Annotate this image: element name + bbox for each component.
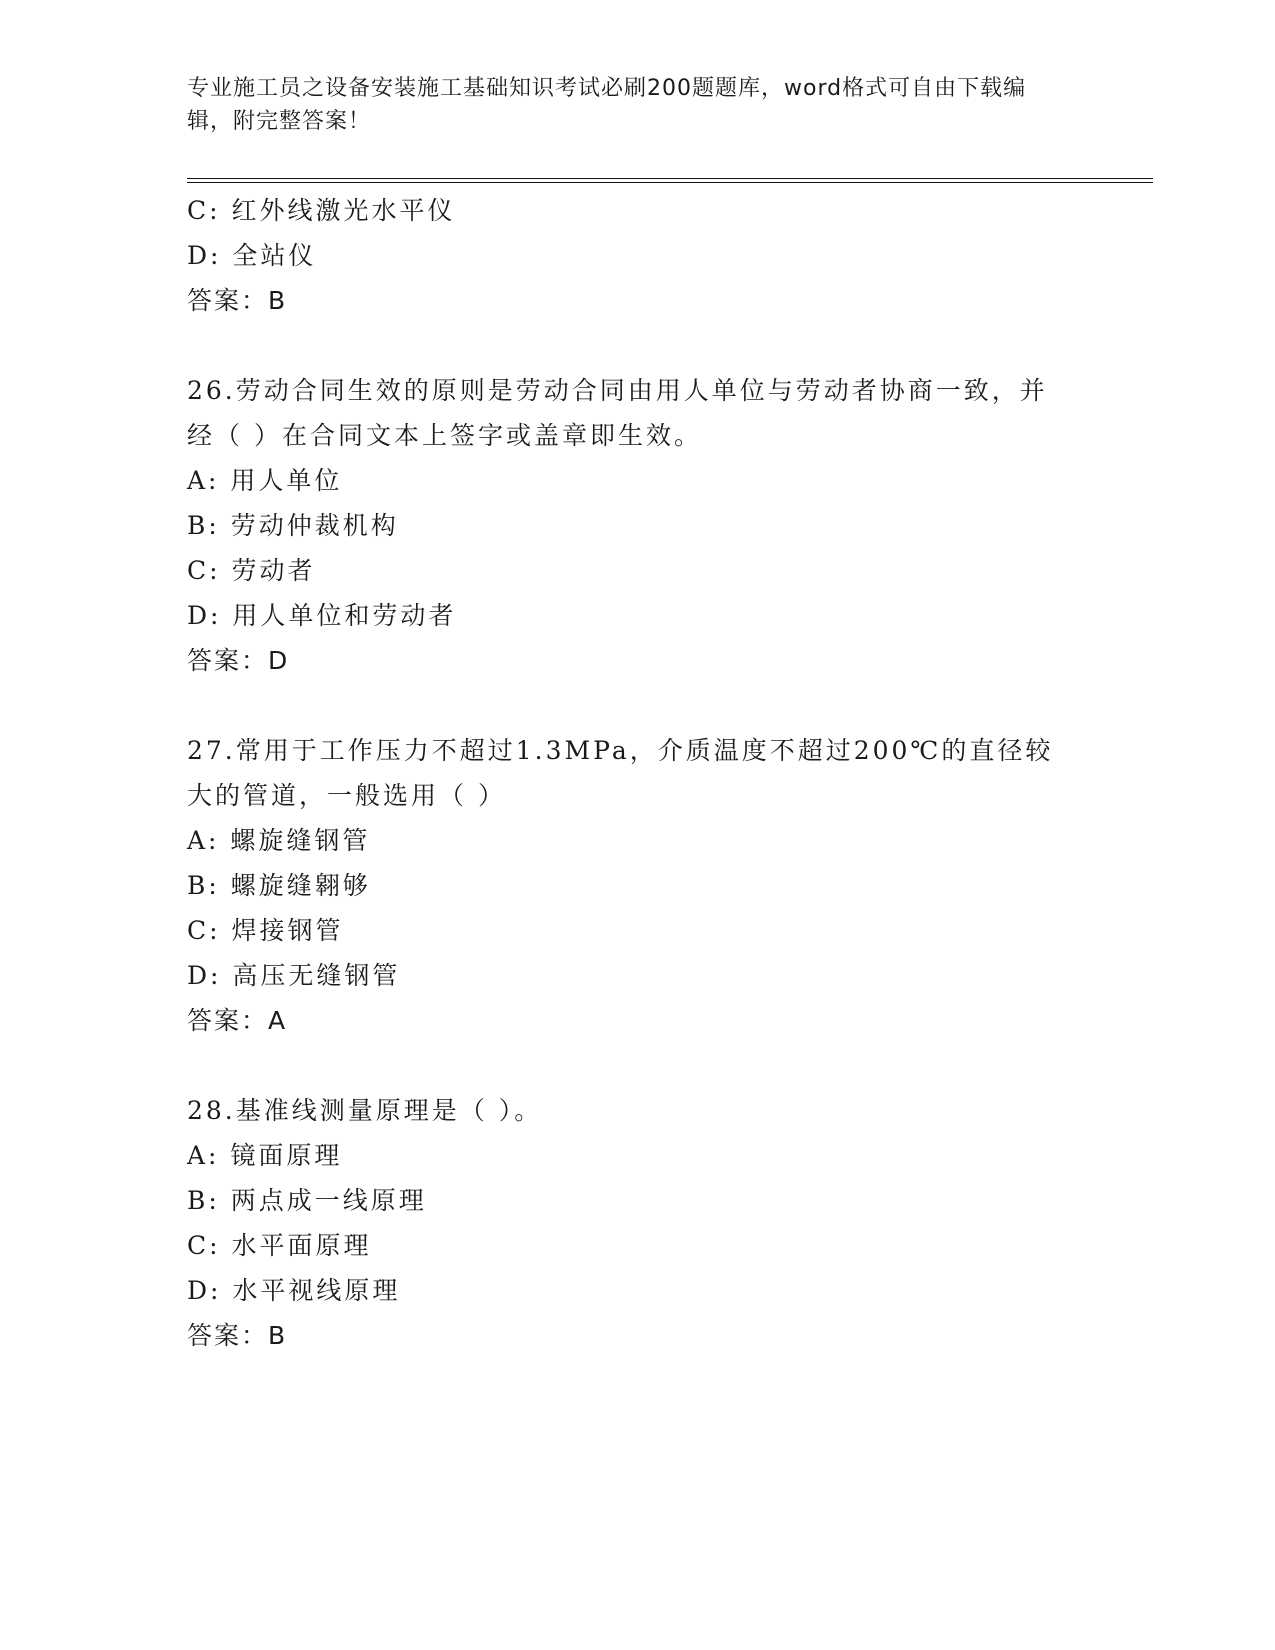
option-b: B: 两点成一线原理 [187, 1186, 427, 1215]
option-d: D: 高压无缝钢管 [187, 961, 401, 990]
question-stem: 28.基准线测量原理是（ ）。 [187, 1096, 543, 1125]
answer-line: 答案：B [187, 1321, 288, 1350]
option-c: C: 焊接钢管 [187, 916, 344, 945]
document-header: 专业施工员之设备安装施工基础知识考试必刷200题题库，word格式可自由下载编辑，附完整答案！ [187, 76, 1027, 134]
option-b: B: 劳动仲裁机构 [187, 511, 399, 540]
option-c: C: 水平面原理 [187, 1231, 372, 1260]
question-block-27 [187, 728, 1087, 1043]
spacer [187, 683, 1087, 728]
option-a: A: 螺旋缝钢管 [187, 826, 371, 855]
option-d: D: 水平视线原理 [187, 1276, 401, 1305]
document-body [187, 188, 1087, 1358]
question-block-28 [187, 1088, 1087, 1358]
option-c: C: 劳动者 [187, 556, 316, 585]
option-a: A: 用人单位 [187, 466, 343, 495]
header-rule-top [187, 178, 1153, 179]
option-b: B: 螺旋缝翱够 [187, 871, 371, 900]
answer-line: 答案：B [187, 286, 288, 315]
question-block-26 [187, 368, 1087, 683]
question-block-partial [187, 188, 1087, 323]
header-rule-bottom [187, 182, 1153, 183]
option-a: A: 镜面原理 [187, 1141, 343, 1170]
spacer [187, 1043, 1087, 1088]
question-stem: 26.劳动合同生效的原则是劳动合同由用人单位与劳动者协商一致，并经（ ）在合同文本上签字或盖章即生效。 [187, 376, 1048, 450]
option-d: D: 用人单位和劳动者 [187, 601, 457, 630]
option-c: C: 红外线激光水平仪 [187, 196, 456, 225]
answer-line: 答案：A [187, 1006, 288, 1035]
option-d: D: 全站仪 [187, 241, 317, 270]
answer-line: 答案：D [187, 646, 290, 675]
question-stem: 27.常用于工作压力不超过1.3MPa，介质温度不超过200℃的直径较大的管道，一般选用（ ） [187, 736, 1054, 810]
spacer [187, 323, 1087, 368]
